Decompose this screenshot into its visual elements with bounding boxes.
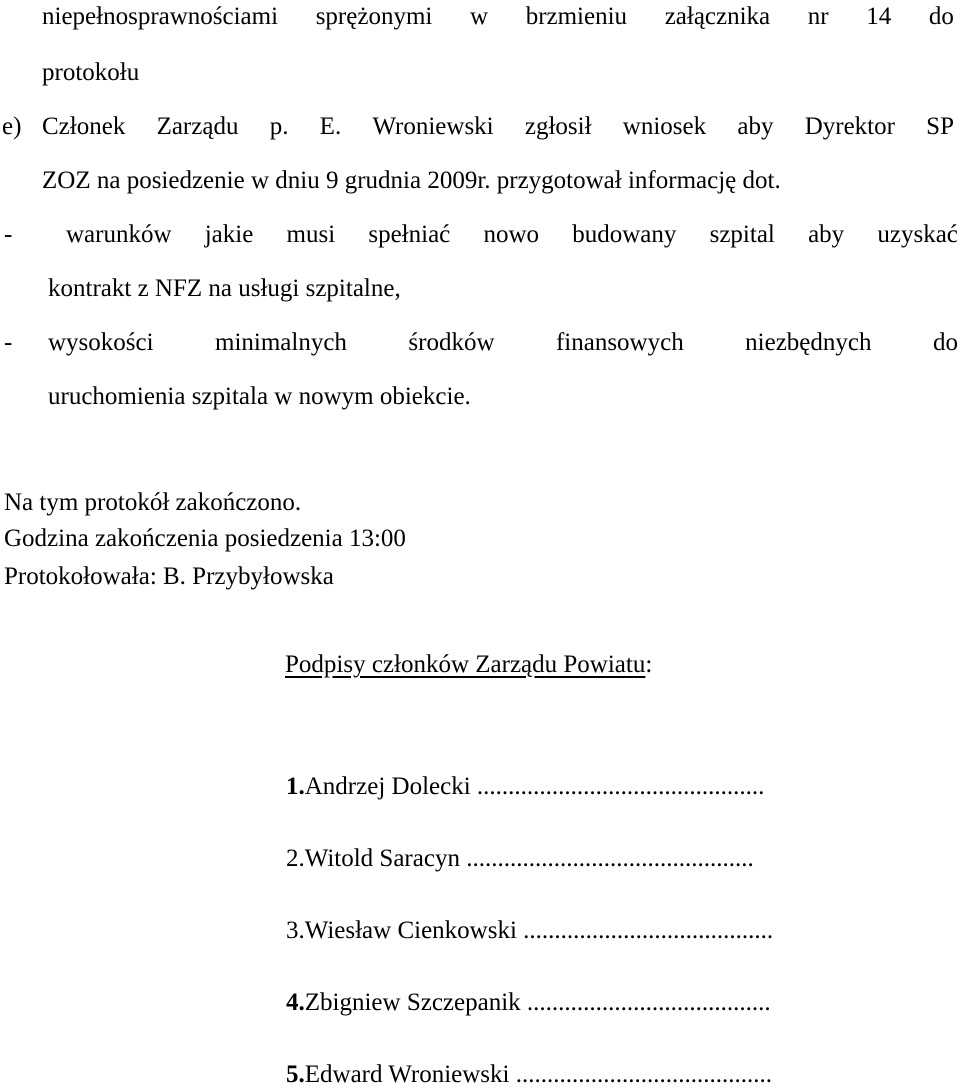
text-word: niezbędnych (745, 329, 872, 356)
text-word: budowany (572, 221, 677, 248)
signature-line-3 (286, 916, 773, 946)
signature-name: Witold Saracyn .............................................. (304, 845, 754, 872)
text-word: Wroniewski (372, 113, 494, 140)
item-e-line2: ZOZ na posiedzenie w dniu 9 grudnia 2009r. przygotował informację dot. (42, 167, 781, 194)
item-e-marker: e) (2, 113, 22, 140)
signature-number: 3. (286, 917, 305, 944)
text-word: nowo (483, 221, 540, 248)
text-word: spełniać (368, 221, 451, 248)
item-d-continuation-line1 (42, 2, 954, 32)
bullet-2-line2: uruchomienia szpitala w nowym obiekcie. (48, 383, 471, 410)
closing-line-3: Protokołowała: B. Przybyłowska (4, 563, 334, 590)
text-word: E. (319, 113, 342, 140)
signature-number: 2. (286, 845, 305, 872)
bullet-dash: - (4, 221, 13, 248)
bullet-2-line1 (48, 328, 958, 358)
signature-line-2 (286, 844, 754, 874)
text-word: środków (408, 329, 495, 356)
text-word: nr (807, 3, 829, 30)
text-word: w (469, 3, 489, 30)
signature-line-1 (286, 772, 764, 802)
signature-line-4 (286, 988, 771, 1018)
signature-number: 1. (286, 773, 305, 800)
signature-line-5 (286, 1060, 772, 1090)
text-word: do (932, 329, 958, 356)
text-word: załącznika (664, 3, 771, 30)
text-word: do (928, 3, 954, 30)
signature-name: Wiesław Cienkowski ........................................ (304, 917, 774, 944)
text-word: aby (737, 113, 774, 140)
closing-line-1: Na tym protokół zakończono. (4, 489, 302, 516)
text-word: uzyskać (877, 221, 958, 248)
bullet-1-line2: kontrakt z NFZ na usługi szpitalne, (48, 275, 401, 302)
text-word: brzmieniu (525, 3, 628, 30)
signature-name: Zbigniew Szczepanik ....................................... (304, 989, 771, 1016)
text-word: Dyrektor (804, 113, 895, 140)
text-word: sprężonymi (315, 3, 433, 30)
text-word: jakie (204, 221, 254, 248)
text-word: SP (926, 113, 954, 140)
signatures-heading-text: Podpisy członków Zarządu Powiatu (285, 651, 646, 678)
text-word: minimalnych (215, 329, 347, 356)
text-word: wysokości (48, 329, 154, 356)
signature-name: Edward Wroniewski ......................................... (304, 1061, 772, 1088)
signature-name: Andrzej Dolecki .............................................. (304, 773, 765, 800)
bullet-1-line1 (66, 220, 958, 250)
text-word: wniosek (622, 113, 707, 140)
text-word: p. (269, 113, 289, 140)
text-word: Członek (42, 113, 126, 140)
signatures-heading (285, 650, 652, 680)
text-word: musi (286, 221, 336, 248)
text-word: szpital (709, 221, 775, 248)
bullet-dash: - (4, 329, 13, 356)
text-word: finansowych (555, 329, 684, 356)
item-d-continuation-line2: protokołu (42, 59, 140, 86)
text-word: niepełnosprawnościami (42, 3, 279, 30)
text-word: Zarządu (156, 113, 239, 140)
text-word: 14 (866, 3, 892, 30)
closing-line-2: Godzina zakończenia posiedzenia 13:00 (4, 525, 406, 552)
signatures-heading-colon: : (645, 651, 653, 678)
text-word: zgłosił (524, 113, 592, 140)
signature-number: 5. (286, 1061, 305, 1088)
text-word: warunków (66, 221, 172, 248)
item-e-line1 (42, 112, 954, 142)
text-word: aby (808, 221, 845, 248)
signature-number: 4. (286, 989, 305, 1016)
